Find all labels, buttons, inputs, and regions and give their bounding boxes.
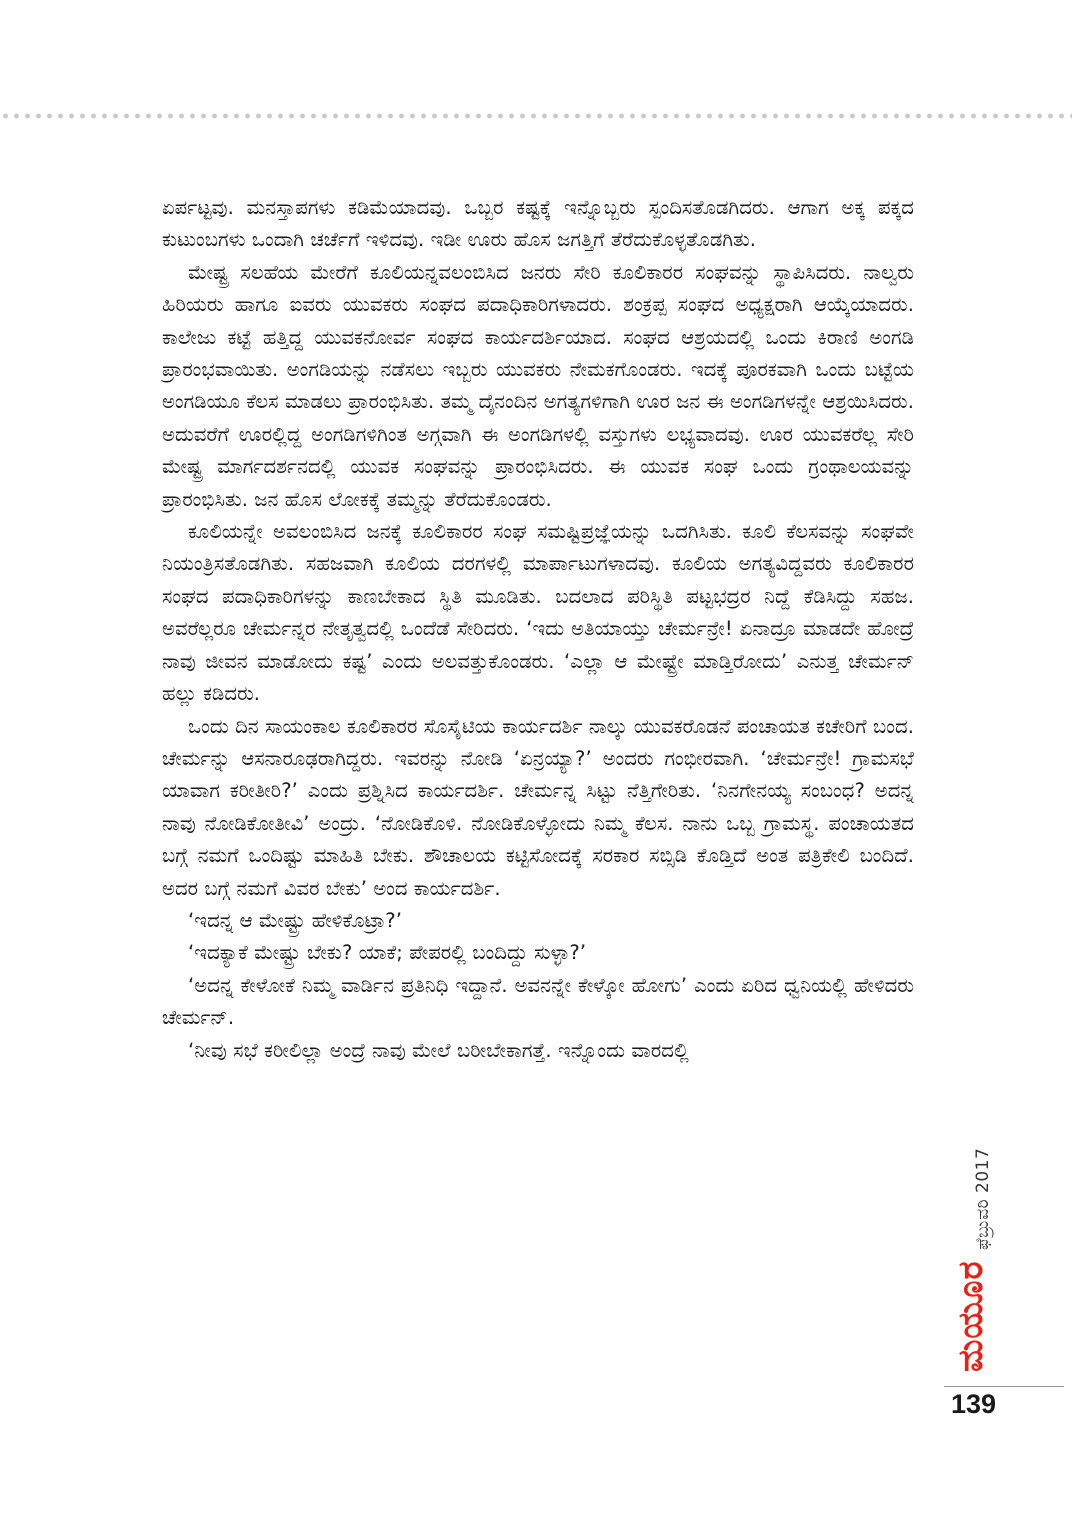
- issue-date: ಫೆಬ್ರುವರಿ 2017: [973, 1147, 993, 1250]
- dialogue-line: ‘ಇದನ್ನ ಆ ಮೇಷ್ಟ್ರು ಹೇಳಿಕೊಟ್ರಾ?’: [188, 908, 402, 932]
- folio-divider: [944, 1386, 1064, 1387]
- article-paragraph: ಒಂದು ದಿನ ಸಾಯಂಕಾಲ ಕೂಲಿಕಾರರ ಸೊಸೈಟಿಯ ಕಾರ್ಯದರ್ಶಿ ನಾಲ್ಕು ಯುವಕರೊಡನೆ ಪಂಚಾಯತ ಕಚೇರಿಗೆ ಬಂದ. ಚೇರ್ಮನ್ನು ಆಸನಾರೂಢರಾಗಿದ್ದರು. ಇವರನ್ನು ನೋಡಿ ‘ಏನ್ರಯ್ಯಾ?’ ಅಂದರು ಗಂಭೀರವಾಗಿ. ‘ಚೇರ್ಮನ್ರೇ! ಗ್ರಾಮಸಭೆ ಯಾವಾಗ ಕರೀತೀರಿ?’ ಎಂದು ಪ್ರಶ್ನಿಸಿದ ಕಾರ್ಯದರ್ಶಿ. ಚೇರ್ಮನ್ನ ಸಿಟ್ಟು ನೆತ್ತಿಗೇರಿತು. ‘ನಿನಗೇನಯ್ಯ ಸಂಬಂಧ? ಅದನ್ನ ನಾವು ನೋಡಿಕೋತೀವಿ’ ಅಂದ್ರು. ‘ನೋಡಿಕೊಳಿ. ನೋಡಿಕೊಳ್ಳೋದು ನಿಮ್ಮ ಕೆಲಸ. ನಾನು ಒಬ್ಬ ಗ್ರಾಮಸ್ಥ. ಪಂಚಾಯತದ ಬಗ್ಗೆ ನಮಗೆ ಒಂದಿಷ್ಟು ಮಾಹಿತಿ ಬೇಕು. ಶೌಚಾಲಯ ಕಟ್ಟಿಸೋದಕ್ಕೆ ಸರಕಾರ ಸಬ್ಸಿಡಿ ಕೊಡ್ತಿದೆ ಅಂತ ಪತ್ರಿಕೇಲಿ ಬಂದಿದೆ. ಅದರ ಬಗ್ಗೆ ನಮಗೆ ವಿವರ ಬೇಕು’ ಅಂದ ಕಾರ್ಯದರ್ಶಿ.: [162, 714, 914, 900]
- folio-side-block: [943, 1100, 1003, 1375]
- magazine-logo: ಮಯೂರ: [951, 1260, 991, 1372]
- article-paragraph: ಏರ್ಪಟ್ಟವು. ಮನಸ್ತಾಪಗಳು ಕಡಿಮೆಯಾದವು. ಒಬ್ಬರ ಕಷ್ಟಕ್ಕೆ ಇನ್ನೊಬ್ಬರು ಸ್ಪಂದಿಸತೊಡಗಿದರು. ಆಗಾಗ ಅಕ್ಕ ಪಕ್ಕದ ಕುಟುಂಬಗಳು ಒಂದಾಗಿ ಚರ್ಚೆಗೆ ಇಳಿದವು. ಇಡೀ ಊರು ಹೊಸ ಜಗತ್ತಿಗೆ ತೆರೆದುಕೊಳ್ಳತೊಡಗಿತು.: [162, 196, 914, 252]
- article-paragraph: ಕೂಲಿಯನ್ನೇ ಅವಲಂಬಿಸಿದ ಜನಕ್ಕೆ ಕೂಲಿಕಾರರ ಸಂಘ ಸಮಷ್ಟಿಪ್ರಜ್ಞೆಯನ್ನು ಒದಗಿಸಿತು. ಕೂಲಿ ಕೆಲಸವನ್ನು ಸಂಘವೇ ನಿಯಂತ್ರಿಸತೊಡಗಿತು. ಸಹಜವಾಗಿ ಕೂಲಿಯ ದರಗಳಲ್ಲಿ ಮಾರ್ಪಾಟುಗಳಾದವು. ಕೂಲಿಯ ಅಗತ್ಯವಿದ್ದವರು ಕೂಲಿಕಾರರ ಸಂಘದ ಪದಾಧಿಕಾರಿಗಳನ್ನು ಕಾಣಬೇಕಾದ ಸ್ಥಿತಿ ಮೂಡಿತು. ಬದಲಾದ ಪರಿಸ್ಥಿತಿ ಪಟ್ಟಭದ್ರರ ನಿದ್ದೆ ಕೆಡಿಸಿದ್ದು ಸಹಜ. ಅವರೆಲ್ಲರೂ ಚೇರ್ಮನ್ನರ ನೇತೃತ್ವದಲ್ಲಿ ಒಂದೆಡೆ ಸೇರಿದರು. ‘ಇದು ಅತಿಯಾಯ್ತು ಚೇರ್ಮನ್ರೇ! ಏನಾದ್ರೂ ಮಾಡದೇ ಹೋದ್ರೆ ನಾವು ಜೀವನ ಮಾಡೋದು ಕಷ್ಟ’ ಎಂದು ಅಲವತ್ತುಕೊಂಡರು. ‘ಎಲ್ಲಾ ಆ ಮೇಷ್ಟ್ರೇ ಮಾಡ್ತಿರೋದು’ ಎನುತ್ತ ಚೇರ್ಮನ್ ಹಲ್ಲು ಕಡಿದರು.: [162, 520, 914, 706]
- article-paragraph: ಮೇಷ್ಟ್ರ ಸಲಹೆಯ ಮೇರೆಗೆ ಕೂಲಿಯನ್ನವಲಂಬಿಸಿದ ಜನರು ಸೇರಿ ಕೂಲಿಕಾರರ ಸಂಘವನ್ನು ಸ್ಥಾಪಿಸಿದರು. ನಾಲ್ವರು ಹಿರಿಯರು ಹಾಗೂ ಐವರು ಯುವಕರು ಸಂಘದ ಪದಾಧಿಕಾರಿಗಳಾದರು. ಶಂಕ್ರಪ್ಪ ಸಂಘದ ಅಧ್ಯಕ್ಷರಾಗಿ ಆಯ್ಕೆಯಾದರು. ಕಾಲೇಜು ಕಟ್ಟೆ ಹತ್ತಿದ್ದ ಯುವಕನೋರ್ವ ಸಂಘದ ಕಾರ್ಯದರ್ಶಿಯಾದ. ಸಂಘದ ಆಶ್ರಯದಲ್ಲಿ ಒಂದು ಕಿರಾಣಿ ಅಂಗಡಿ ಪ್ರಾರಂಭವಾಯಿತು. ಅಂಗಡಿಯನ್ನು ನಡೆಸಲು ಇಬ್ಬರು ಯುವಕರು ನೇಮಕಗೊಂಡರು. ಇದಕ್ಕೆ ಪೂರಕವಾಗಿ ಒಂದು ಬಟ್ಟೆಯ ಅಂಗಡಿಯೂ ಕೆಲಸ ಮಾಡಲು ಪ್ರಾರಂಭಿಸಿತು. ತಮ್ಮ ದೈನಂದಿನ ಅಗತ್ಯಗಳಿಗಾಗಿ ಊರ ಜನ ಈ ಅಂಗಡಿಗಳನ್ನೇ ಆಶ್ರಯಿಸಿದರು. ಅದುವರೆಗೆ ಊರಲ್ಲಿದ್ದ ಅಂಗಡಿಗಳಿಗಿಂತ ಅಗ್ಗವಾಗಿ ಈ ಅಂಗಡಿಗಳಲ್ಲಿ ವಸ್ತುಗಳು ಲಭ್ಯವಾದವು. ಊರ ಯುವಕರೆಲ್ಲ ಸೇರಿ ಮೇಷ್ಟ್ರ ಮಾರ್ಗದರ್ಶನದಲ್ಲಿ ಯುವಕ ಸಂಘವನ್ನು ಪ್ರಾರಂಭಿಸಿದರು. ಈ ಯುವಕ ಸಂಘ ಒಂದು ಗ್ರಂಥಾಲಯವನ್ನು ಪ್ರಾರಂಭಿಸಿತು. ಜನ ಹೊಸ ಲೋಕಕ್ಕೆ ತಮ್ಮನ್ನು ತೆರೆದುಕೊಂಡರು.: [162, 260, 914, 511]
- dialogue-line: ‘ಇದಕ್ಯಾಕೆ ಮೇಷ್ಟ್ರು ಬೇಕು? ಯಾಕೆ; ಪೇಪರಲ್ಲಿ ಬಂದಿದ್ದು ಸುಳ್ಳಾ?’: [188, 941, 587, 965]
- dotted-header-rule: [0, 112, 1072, 120]
- article-body: [162, 192, 914, 1067]
- dialogue-line: ‘ನೀವು ಸಭೆ ಕರೀಲಿಲ್ಲಾ ಅಂದ್ರೆ ನಾವು ಮೇಲೆ ಬರೀಬೇಕಾಗತ್ತೆ. ಇನ್ನೊಂದು ವಾರದಲ್ಲಿ: [188, 1038, 689, 1062]
- page-number: 139: [951, 1389, 997, 1419]
- dialogue-line: ‘ಅದನ್ನ ಕೇಳೋಕೆ ನಿಮ್ಮ ವಾರ್ಡಿನ ಪ್ರತಿನಿಧಿ ಇದ್ದಾನೆ. ಅವನನ್ನೇ ಕೇಳ್ಕೋ ಹೋಗು’ ಎಂದು ಏರಿದ ಧ್ವನಿಯಲ್ಲಿ ಹೇಳಿದರು ಚೇರ್ಮನ್.: [162, 973, 914, 1030]
